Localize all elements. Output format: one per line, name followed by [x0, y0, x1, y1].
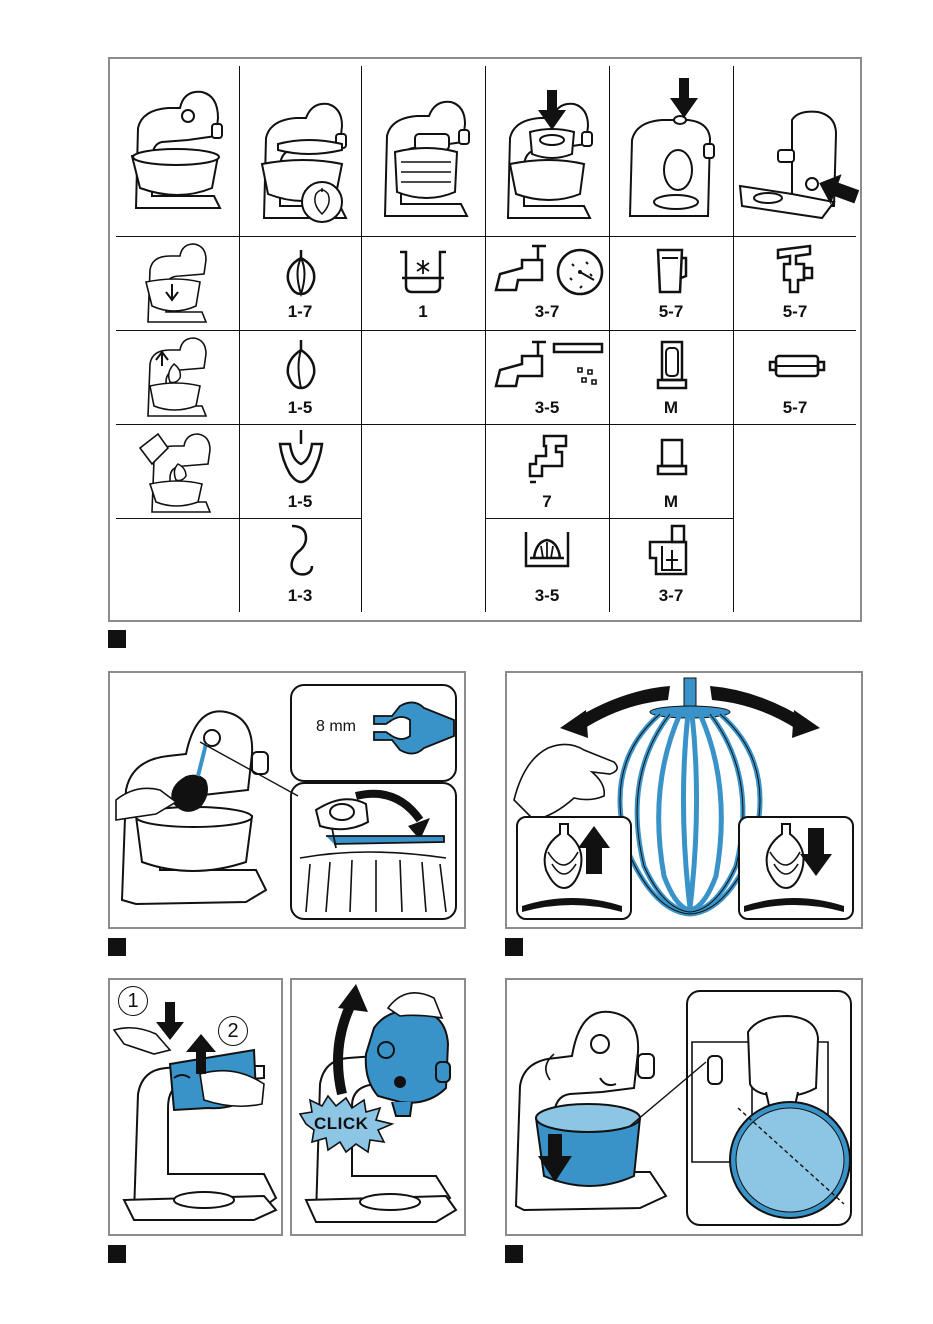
mini-chopper-icon — [656, 340, 688, 390]
grid-line — [733, 66, 734, 612]
speed-label: 5-7 — [782, 398, 808, 417]
figure-badge — [108, 938, 126, 956]
bowl-lower-illustration — [140, 240, 212, 326]
speed-label: 3-5 — [534, 586, 560, 605]
speed-label: 5-7 — [658, 302, 684, 321]
step-number: 2 — [227, 1020, 239, 1042]
speed-label: 1-5 — [287, 398, 313, 417]
figure-badge — [108, 1245, 126, 1263]
mixer-icecream-illustration — [371, 88, 481, 223]
down-arrow-icon — [538, 90, 566, 130]
whisk-lower-illustration — [740, 818, 848, 914]
speed-label: 1-5 — [287, 492, 313, 511]
whisk-raise-illustration — [518, 818, 626, 914]
dough-hook-icon — [288, 524, 318, 578]
mixer-whisk-illustration — [248, 90, 358, 225]
step-1-circle — [118, 986, 148, 1016]
citrus-press-icon — [524, 530, 570, 570]
meat-grinder-icon — [528, 434, 570, 486]
mixer-whisk-adjust-illustration — [116, 690, 316, 920]
click-label: CLICK — [314, 1114, 369, 1133]
pasta-attachment-icon — [776, 244, 818, 296]
wrench-size-label: 8 mm — [316, 718, 356, 735]
kneading-hook-icon — [276, 430, 326, 484]
step-2-circle — [218, 1016, 248, 1046]
speed-label: 1 — [418, 302, 428, 321]
beater-icon — [286, 340, 316, 390]
figure-badge — [505, 1245, 523, 1263]
blender-icon — [656, 248, 688, 296]
speed-label: 3-5 — [534, 398, 560, 417]
food-processor-icon — [648, 524, 692, 578]
up-arrow-icon — [186, 1034, 216, 1074]
pasta-roller-icon — [770, 354, 824, 380]
down-arrow-icon — [156, 1002, 184, 1040]
grid-line — [361, 66, 362, 612]
mixer-blender-base-illustration — [618, 110, 728, 225]
grid-line — [116, 424, 856, 425]
bowl-alignment-illustration — [688, 992, 846, 1220]
ice-cream-icon — [398, 248, 448, 296]
grid-line — [486, 518, 734, 519]
speed-label: M — [663, 398, 679, 417]
shredder-icon — [494, 338, 606, 392]
grid-line — [116, 236, 856, 237]
wrench-icon — [372, 698, 454, 758]
left-arrow-icon — [818, 174, 858, 208]
grid-line — [239, 66, 240, 612]
mixer-illustration — [118, 78, 230, 218]
speed-label: 1-7 — [287, 302, 313, 321]
wrench-turning-illustration — [296, 788, 450, 912]
speed-label: 1-3 — [287, 586, 313, 605]
connector-line — [630, 1060, 710, 1130]
connector-line — [200, 738, 300, 798]
grid-line — [485, 66, 486, 612]
add-ingredients-illustration — [138, 430, 214, 516]
grid-line — [116, 518, 362, 519]
figure-badge — [108, 630, 126, 648]
whisk-icon — [286, 250, 316, 296]
figure-badge — [505, 938, 523, 956]
speed-label: 7 — [542, 492, 552, 511]
speed-label: 3-7 — [658, 586, 684, 605]
speed-label: M — [663, 492, 679, 511]
grid-line — [116, 330, 856, 331]
grid-line — [609, 66, 610, 612]
hand-illustration — [514, 740, 638, 820]
whisk-remove-illustration — [140, 334, 212, 420]
speed-label: 3-7 — [534, 302, 560, 321]
small-chopper-icon — [656, 438, 688, 478]
speed-label: 5-7 — [782, 302, 808, 321]
step-number: 1 — [127, 990, 139, 1012]
down-arrow-icon — [670, 78, 698, 118]
meat-grinder-disc-icon — [494, 244, 606, 296]
